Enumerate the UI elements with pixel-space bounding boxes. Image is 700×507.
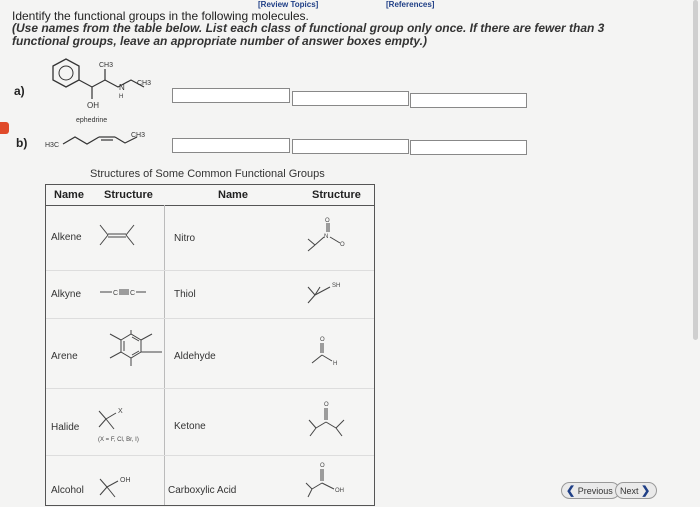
answer-b-3-input[interactable] — [411, 145, 526, 158]
nitro-o-top-label: O — [325, 218, 330, 224]
review-topics-link[interactable]: [Review Topics] — [258, 0, 319, 9]
alcohol-oh-label: OH — [120, 477, 131, 484]
aldehyde-structure — [308, 333, 348, 373]
next-label: Next — [620, 486, 639, 496]
answer-a-1-input[interactable] — [173, 93, 289, 106]
functional-groups-table — [45, 184, 375, 506]
row-halide-name: Halide — [51, 422, 80, 433]
answer-a-3[interactable] — [410, 93, 527, 108]
row-nitro-name: Nitro — [174, 233, 196, 244]
chevron-left-icon: ❮ — [566, 485, 576, 497]
ephedrine-structure — [40, 56, 165, 128]
answer-b-2[interactable] — [292, 139, 409, 154]
carboxylic-acid-structure — [304, 459, 354, 503]
halide-structure — [94, 405, 164, 447]
part-b-structure — [45, 127, 165, 153]
ketone-structure — [304, 398, 354, 442]
carboxylic-o-label: O — [320, 463, 325, 469]
halide-x-label: X — [118, 408, 123, 415]
references-link[interactable]: [References] — [386, 0, 435, 9]
row-ketone-name: Ketone — [174, 421, 206, 432]
hydrogen-label: H — [119, 94, 124, 100]
chevron-right-icon: ❯ — [641, 485, 651, 497]
question-instruction: Identify the functional groups in the following molecules. — [12, 9, 309, 23]
answer-b-1[interactable] — [172, 138, 290, 153]
row-alcohol-name: Alcohol — [51, 485, 84, 496]
nitrogen-label: N — [119, 83, 125, 92]
previous-label: Previous — [577, 486, 613, 496]
carboxylic-oh-label: OH — [335, 488, 344, 494]
row-arene-name: Arene — [51, 351, 78, 362]
thiol-structure — [306, 277, 356, 307]
top-bar — [0, 0, 700, 9]
alkyne-c1-label: C — [113, 290, 119, 297]
row-divider — [46, 455, 374, 456]
part-b-label: b) — [16, 136, 28, 150]
answer-b-3[interactable] — [410, 140, 527, 155]
row-alkyne-name: Alkyne — [51, 289, 82, 300]
answer-b-2-input[interactable] — [293, 144, 408, 157]
molecule-name-ephedrine: ephedrine — [76, 117, 108, 124]
row-aldehyde-name: Aldehyde — [174, 351, 216, 362]
table-caption: Structures of Some Common Functional Groups — [90, 168, 325, 180]
previous-button[interactable] — [561, 482, 620, 499]
answer-a-1[interactable] — [172, 88, 290, 103]
nitro-o-label: O — [340, 242, 345, 248]
next-button[interactable] — [615, 482, 657, 499]
part-a-label: a) — [14, 84, 25, 98]
row-thiol-name: Thiol — [174, 289, 196, 300]
thiol-sh-label: SH — [332, 283, 341, 289]
row-alkene-name: Alkene — [51, 232, 82, 243]
header-divider — [46, 205, 374, 206]
question-note: (Use names from the table below. List each class of functional group only once. If there are fewer than 3 functional groups, leave an appropriate number of answer boxes empty.) — [12, 21, 605, 48]
aldehyde-o-label: O — [320, 337, 325, 343]
header-name-2: Name — [218, 189, 248, 201]
row-divider — [46, 318, 374, 319]
halide-note: (X = F, Cl, Br, I) — [98, 437, 139, 443]
h3c-label: H3C — [45, 142, 60, 149]
answer-a-3-input[interactable] — [411, 98, 526, 111]
answer-a-2-input[interactable] — [293, 96, 408, 109]
answer-b-1-input[interactable] — [173, 143, 289, 156]
part-b-marker — [0, 122, 9, 134]
header-structure-2: Structure — [312, 189, 361, 201]
ch3-label-b: CH3 — [131, 132, 146, 139]
answer-a-2[interactable] — [292, 91, 409, 106]
ketone-o-label: O — [324, 402, 329, 408]
alkyne-c2-label: C — [130, 290, 136, 297]
ch3-right-label: CH3 — [137, 80, 152, 87]
scrollbar[interactable] — [693, 0, 698, 340]
alcohol-structure — [98, 473, 148, 501]
header-name-1: Name — [54, 189, 84, 201]
arene-structure — [96, 330, 166, 380]
nitro-n-label: N — [324, 234, 329, 240]
header-structure-1: Structure — [104, 189, 153, 201]
nitro-structure — [304, 213, 354, 257]
ch3-top-label: CH3 — [99, 62, 114, 69]
row-divider — [46, 388, 374, 389]
alkyne-structure — [98, 285, 148, 299]
row-carboxylic-acid-name: Carboxylic Acid — [168, 485, 237, 496]
oh-label: OH — [87, 101, 99, 110]
row-divider — [46, 270, 374, 271]
aldehyde-h-label: H — [333, 361, 338, 367]
alkene-structure — [98, 221, 138, 249]
